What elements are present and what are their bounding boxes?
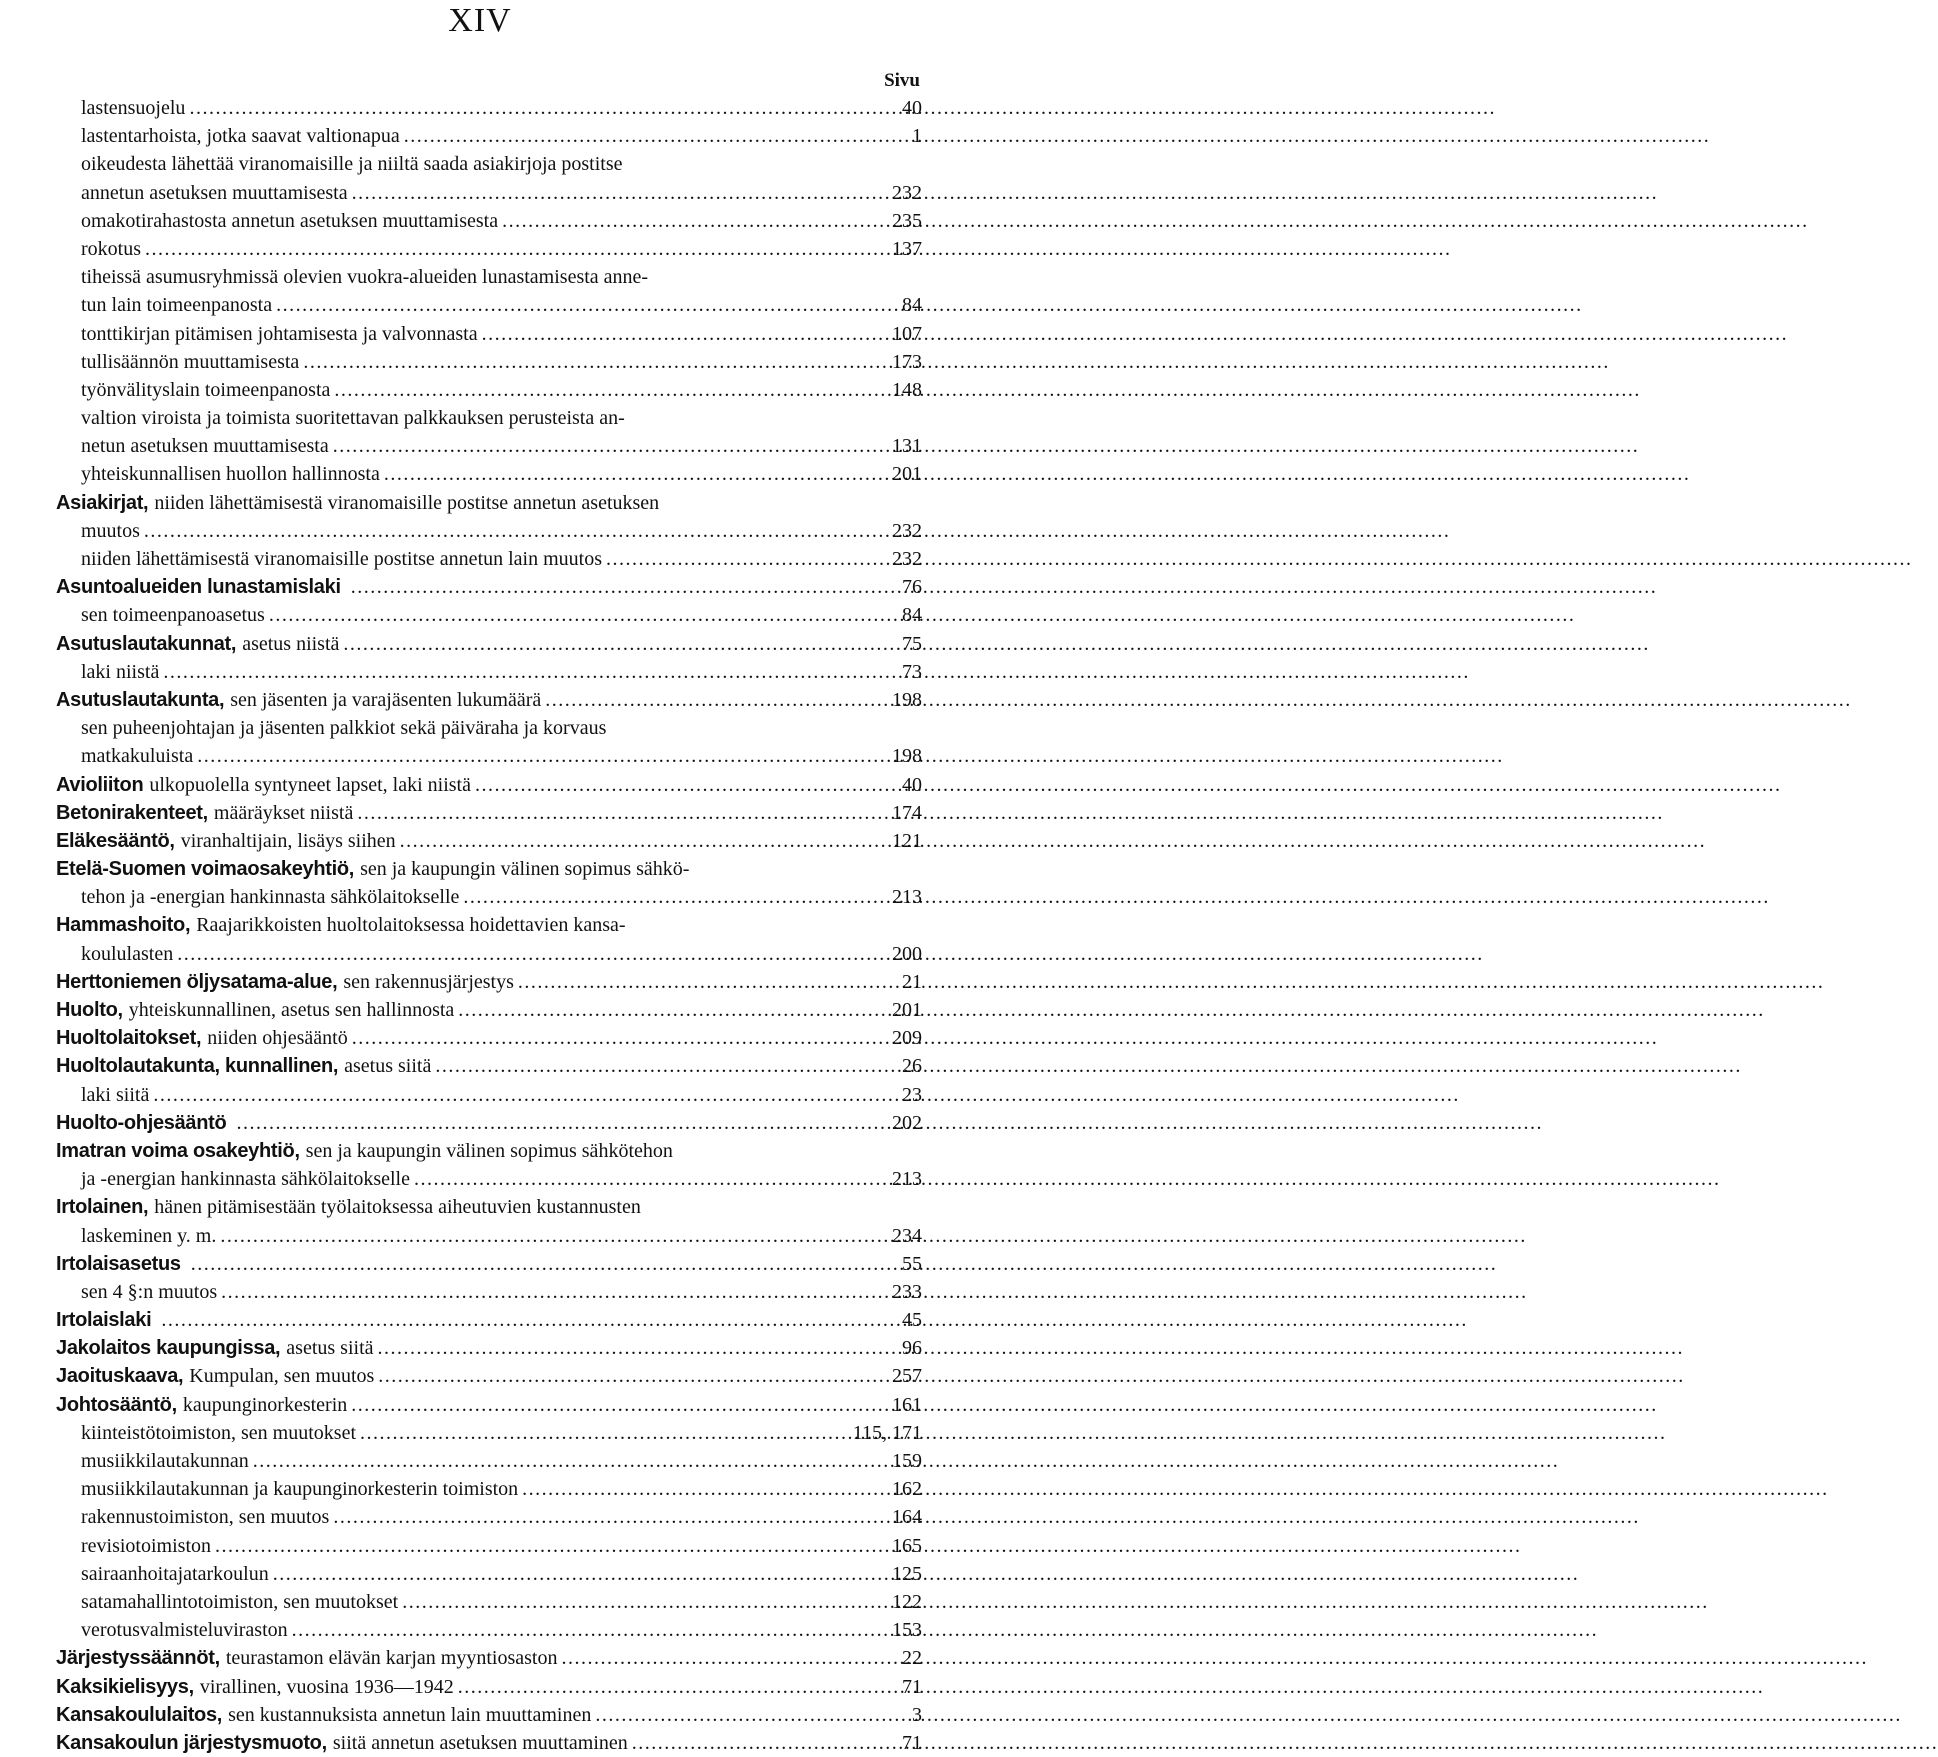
entry-page-number: 125 (892, 1562, 922, 1585)
index-entry (56, 1362, 922, 1390)
entry-text: rakennustoimiston, sen muutos (81, 1506, 330, 1529)
entry-text: sen toimeenpanoasetus (81, 604, 265, 627)
entry-text: yhteiskunnallinen, asetus sen hallinnosta (128, 999, 455, 1021)
dot-leader (215, 1532, 888, 1560)
dot-leader (475, 771, 898, 799)
entry-page-number: 21 (902, 970, 922, 993)
entry-text: annetun asetuksen muuttamisesta (81, 181, 348, 204)
index-list (56, 94, 922, 1757)
entry-text: sen ja kaupungin välinen sopimus sähkötehon (305, 1139, 673, 1162)
entry-page-number: 213 (892, 1168, 922, 1191)
entry-page-number: 201 (892, 463, 922, 486)
entry-heading: Betonirakenteet, (56, 801, 208, 824)
index-entry (56, 658, 922, 686)
entry-page-number: 121 (892, 829, 922, 852)
entry-text: satamahallintotoimiston, sen muutokset (81, 1590, 399, 1613)
entry-page-number: 71 (902, 1675, 922, 1698)
dot-leader (292, 1616, 888, 1644)
index-entry (56, 1165, 922, 1193)
index-entry (56, 1391, 922, 1419)
index-entry (56, 742, 922, 770)
entry-text: asetus siitä (286, 1337, 374, 1360)
entry-text: ja -energian hankinnasta sähkölaitokselle (81, 1168, 410, 1191)
entry-text: muutos (81, 519, 140, 542)
entry-text: määräykset niistä (213, 801, 354, 824)
dot-leader (191, 1250, 898, 1278)
entry-text: netun asetuksen muuttamisesta (81, 435, 329, 458)
entry-heading: Irtolaislaki (56, 1309, 152, 1332)
dot-leader (333, 1503, 888, 1531)
entry-text: koululasten (81, 942, 174, 965)
entry-page-number: 84 (902, 604, 922, 627)
dot-leader (378, 1362, 888, 1390)
entry-heading: Jaoituskaava, (56, 1365, 184, 1388)
entry-page-number: 23 (902, 1083, 922, 1106)
index-entry (56, 827, 922, 855)
entry-text: sen rakennusjärjestys (343, 970, 514, 993)
entry-text: teurastamon elävän karjan myyntiosaston (225, 1647, 558, 1670)
entry-page-number: 162 (892, 1478, 922, 1501)
entry-text: kiinteistötoimiston, sen muutokset (81, 1421, 356, 1444)
entry-page-number: 3 (912, 1703, 922, 1726)
entry-text: tehon ja -energian hankinnasta sähkölaitokselle (81, 886, 460, 909)
dot-leader (357, 799, 888, 827)
entry-heading: Irtolainen, (56, 1196, 149, 1219)
dot-leader (276, 291, 898, 319)
entry-page-number: 76 (902, 576, 922, 599)
dot-leader (435, 1052, 898, 1080)
dot-leader (352, 1024, 888, 1052)
index-entry (56, 1447, 922, 1475)
entry-heading: Asutuslautakunta, (56, 688, 225, 711)
dot-leader (502, 207, 888, 235)
entry-page-number: 198 (892, 745, 922, 768)
entry-page-number: 122 (892, 1590, 922, 1613)
entry-heading: Huolto-ohjesääntö (56, 1111, 227, 1134)
dot-leader (253, 1447, 888, 1475)
entry-text: viranhaltijain, lisäys siihen (180, 829, 396, 852)
index-entry (56, 1673, 922, 1701)
index-entry (56, 799, 922, 827)
index-entry (56, 1475, 922, 1503)
index-entry (56, 1334, 922, 1362)
entry-text: musiikkilautakunnan (81, 1450, 249, 1472)
entry-heading: Avioliiton (56, 773, 144, 796)
entry-page-number: 235 (892, 209, 922, 232)
dot-leader (144, 517, 888, 545)
entry-text: lastensuojelu (81, 97, 186, 119)
entry-page-number: 26 (902, 1055, 922, 1078)
entry-text: asetus niistä (242, 632, 340, 655)
index-entry (56, 996, 922, 1024)
entry-text: asetus siitä (344, 1055, 432, 1078)
entry-text: ulkopuolella syntyneet lapset, laki niistä (149, 773, 471, 796)
dot-leader (273, 1560, 888, 1588)
index-entry (56, 376, 922, 404)
index-entry (56, 320, 922, 348)
dot-leader (303, 348, 888, 376)
dot-leader (189, 94, 898, 122)
index-entry (56, 940, 922, 968)
entry-page-number: 84 (902, 294, 922, 317)
dot-leader (632, 1729, 898, 1757)
entry-text: virallinen, vuosina 1936—1942 (199, 1675, 454, 1698)
entry-page-number: 198 (892, 688, 922, 711)
dot-leader (197, 742, 888, 770)
entry-text: sen 4 §:n muutos (81, 1280, 218, 1303)
index-entry (56, 1588, 922, 1616)
entry-page-number: 232 (892, 181, 922, 204)
entry-page-number: 153 (892, 1619, 922, 1642)
dot-leader (518, 968, 898, 996)
entry-heading: Asutuslautakunnat, (56, 632, 237, 655)
entry-heading: Herttoniemen öljysatama-alue, (56, 970, 338, 993)
entry-page-number: 73 (902, 660, 922, 683)
index-entry (56, 1616, 922, 1644)
entry-page-number: 232 (892, 548, 922, 570)
index-entry (56, 883, 922, 911)
entry-text: laskeminen y. m. (81, 1224, 217, 1247)
entry-heading: Huoltolautakunta, kunnallinen, (56, 1055, 339, 1078)
entry-page-number: 115, 171 (852, 1421, 922, 1444)
index-entry (56, 235, 922, 263)
entry-page-number: 40 (902, 97, 922, 119)
index-entry (56, 630, 922, 658)
index-entry (56, 404, 922, 432)
dot-leader (221, 1278, 888, 1306)
index-entry (56, 1024, 922, 1052)
index-entry (56, 348, 922, 376)
page-number: XIV (448, 2, 512, 39)
entry-text: sen ja kaupungin välinen sopimus sähkö- (360, 858, 690, 881)
index-entry (56, 207, 922, 235)
entry-text: rokotus (81, 237, 141, 260)
entry-text: musiikkilautakunnan ja kaupunginorkesterin toimiston (81, 1478, 519, 1501)
index-entry (56, 1193, 922, 1221)
entry-page-number: 209 (892, 1027, 922, 1050)
index-entry (56, 686, 922, 714)
entry-page-number: 174 (892, 801, 922, 824)
entry-page-number: 234 (892, 1224, 922, 1247)
dot-leader (145, 235, 888, 263)
index-entry (56, 263, 922, 291)
index-entry (56, 855, 922, 883)
entry-heading: Kansakoululaitos, (56, 1703, 223, 1726)
index-entry (56, 1306, 922, 1334)
dot-leader (333, 432, 888, 460)
entry-text: omakotirahastosta annetun asetuksen muuttamisesta (81, 209, 499, 232)
entry-page-number: 75 (902, 632, 922, 655)
entry-text: niiden ohjesääntö (207, 1027, 348, 1050)
dot-leader (334, 376, 888, 404)
index-entry (56, 601, 922, 629)
dot-leader (220, 1222, 888, 1250)
index-entry (56, 545, 922, 573)
index-entry (56, 150, 922, 178)
dot-leader (458, 1673, 898, 1701)
index-entry (56, 1419, 922, 1447)
index-entry (56, 1701, 922, 1729)
page-column-header: Sivu (884, 70, 920, 91)
dot-leader (545, 686, 888, 714)
entry-text: tiheissä asumusryhmissä olevien vuokra-alueiden lunastamisesta anne- (81, 266, 649, 289)
entry-text: revisiotoimiston (81, 1534, 211, 1557)
dot-leader (352, 179, 888, 207)
entry-page-number: 200 (892, 942, 922, 965)
dot-leader (404, 122, 908, 150)
dot-leader (351, 1391, 888, 1419)
index-entry (56, 968, 922, 996)
entry-text: siitä annetun asetuksen muuttaminen (332, 1731, 628, 1754)
dot-leader (360, 1419, 849, 1447)
index-entry (56, 771, 922, 799)
entry-page-number: 202 (892, 1111, 922, 1134)
index-entry (56, 1503, 922, 1531)
index-entry (56, 1222, 922, 1250)
entry-text: sen jäsenten ja varajäsenten lukumäärä (230, 688, 542, 711)
entry-heading: Huolto, (56, 999, 123, 1021)
entry-heading: Järjestyssäännöt, (56, 1647, 220, 1670)
index-entry (56, 517, 922, 545)
entry-page-number: 201 (892, 999, 922, 1021)
entry-text: oikeudesta lähettää viranomaisille ja niiltä saada asiakirjoja postitse (81, 153, 623, 176)
dot-leader (343, 630, 898, 658)
dot-leader (463, 883, 888, 911)
dot-leader (163, 658, 898, 686)
dot-leader (384, 460, 888, 488)
entry-heading: Eläkesääntö, (56, 829, 175, 852)
index-entry (56, 1081, 922, 1109)
entry-page-number: 148 (892, 378, 922, 401)
entry-text: verotusvalmisteluviraston (81, 1619, 288, 1642)
entry-page-number: 159 (892, 1450, 922, 1472)
entry-heading: Hammashoito, (56, 914, 191, 937)
index-entry (56, 1644, 922, 1672)
entry-text: sairaanhoitajatarkoulun (81, 1562, 269, 1585)
entry-heading: Asuntoalueiden lunastamislaki (56, 576, 341, 599)
index-entry (56, 1729, 922, 1757)
dot-leader (177, 940, 888, 968)
entry-text: tonttikirjan pitämisen johtamisesta ja valvonnasta (81, 322, 478, 345)
entry-page-number: 71 (902, 1731, 922, 1754)
entry-text: niiden lähettämisestä viranomaisille postitse annetun lain muutos (81, 548, 603, 570)
index-entry (56, 1052, 922, 1080)
dot-leader (236, 1109, 888, 1137)
index-entry (56, 1560, 922, 1588)
dot-leader (414, 1165, 888, 1193)
entry-page-number: 96 (902, 1337, 922, 1360)
entry-text: sen kustannuksista annetun lain muuttaminen (228, 1703, 592, 1726)
entry-page-number: 137 (892, 237, 922, 260)
dot-leader (400, 827, 888, 855)
index-entry (56, 1137, 922, 1165)
index-entry (56, 291, 922, 319)
entry-page-number: 1 (912, 125, 922, 148)
entry-page-number: 232 (892, 519, 922, 542)
dot-leader (606, 545, 888, 573)
entry-heading: Imatran voima osakeyhtiö, (56, 1139, 300, 1162)
entry-text: sen puheenjohtajan ja jäsenten palkkiot sekä päiväraha ja korvaus (81, 717, 607, 740)
entry-page-number: 173 (892, 350, 922, 373)
entry-text: hänen pitämisestään työlaitoksessa aiheutuvien kustannusten (154, 1196, 641, 1219)
entry-page-number: 107 (892, 322, 922, 345)
index-entry (56, 1278, 922, 1306)
entry-heading: Jakolaitos kaupungissa, (56, 1337, 281, 1360)
entry-text: valtion viroista ja toimista suoritettavan palkkauksen perusteista an- (81, 407, 625, 430)
dot-leader (522, 1475, 888, 1503)
dot-leader (595, 1701, 908, 1729)
entry-page-number: 257 (892, 1365, 922, 1388)
dot-leader (153, 1081, 898, 1109)
entry-page-number: 165 (892, 1534, 922, 1557)
entry-text: tun lain toimeenpanosta (81, 294, 273, 317)
entry-heading: Huoltolaitokset, (56, 1027, 202, 1050)
index-entry (56, 1109, 922, 1137)
entry-text: laki siitä (81, 1083, 150, 1106)
index-entry (56, 1250, 922, 1278)
index-entry (56, 94, 922, 122)
index-entry (56, 573, 922, 601)
entry-page-number: 233 (892, 1280, 922, 1303)
index-entry (56, 432, 922, 460)
entry-page-number: 55 (902, 1252, 922, 1275)
index-entry (56, 911, 922, 939)
entry-heading: Etelä-Suomen voimaosakeyhtiö, (56, 858, 355, 881)
entry-text: Kumpulan, sen muutos (189, 1365, 375, 1388)
dot-leader (482, 320, 888, 348)
entry-page-number: 131 (892, 435, 922, 458)
entry-text: laki niistä (81, 660, 160, 683)
entry-heading: Kaksikielisyys, (56, 1675, 194, 1698)
entry-text: tullisäännön muuttamisesta (81, 350, 300, 373)
index-entry (56, 714, 922, 742)
dot-leader (458, 996, 888, 1024)
dot-leader (561, 1644, 898, 1672)
dot-leader (402, 1588, 888, 1616)
index-entry (56, 489, 922, 517)
dot-leader (161, 1306, 898, 1334)
index-entry (56, 1532, 922, 1560)
entry-text: matkakuluista (81, 745, 194, 768)
entry-text: niiden lähettämisestä viranomaisille postitse annetun asetuksen (154, 491, 660, 514)
entry-heading: Kansakoulun järjestysmuoto, (56, 1731, 327, 1754)
entry-page-number: 40 (902, 773, 922, 796)
dot-leader (378, 1334, 898, 1362)
dot-leader (269, 601, 898, 629)
entry-page-number: 22 (902, 1647, 922, 1670)
entry-text: Raajarikkoisten huoltolaitoksessa hoidettavien kansa- (196, 914, 626, 937)
entry-heading: Asiakirjat, (56, 491, 149, 514)
entry-page-number: 45 (902, 1309, 922, 1332)
entry-page-number: 213 (892, 886, 922, 909)
index-entry (56, 179, 922, 207)
entry-text: yhteiskunnallisen huollon hallinnosta (81, 463, 380, 486)
entry-page-number: 161 (892, 1393, 922, 1416)
dot-leader (351, 573, 898, 601)
index-entry (56, 460, 922, 488)
entry-page-number: 164 (892, 1506, 922, 1529)
entry-text: kaupunginorkesterin (182, 1393, 348, 1416)
entry-text: työnvälityslain toimeenpanosta (81, 378, 331, 401)
entry-heading: Irtolaisasetus (56, 1252, 181, 1275)
entry-text: lastentarhoista, jotka saavat valtionapua (81, 125, 400, 148)
index-entry (56, 122, 922, 150)
entry-heading: Johtosääntö, (56, 1393, 177, 1416)
